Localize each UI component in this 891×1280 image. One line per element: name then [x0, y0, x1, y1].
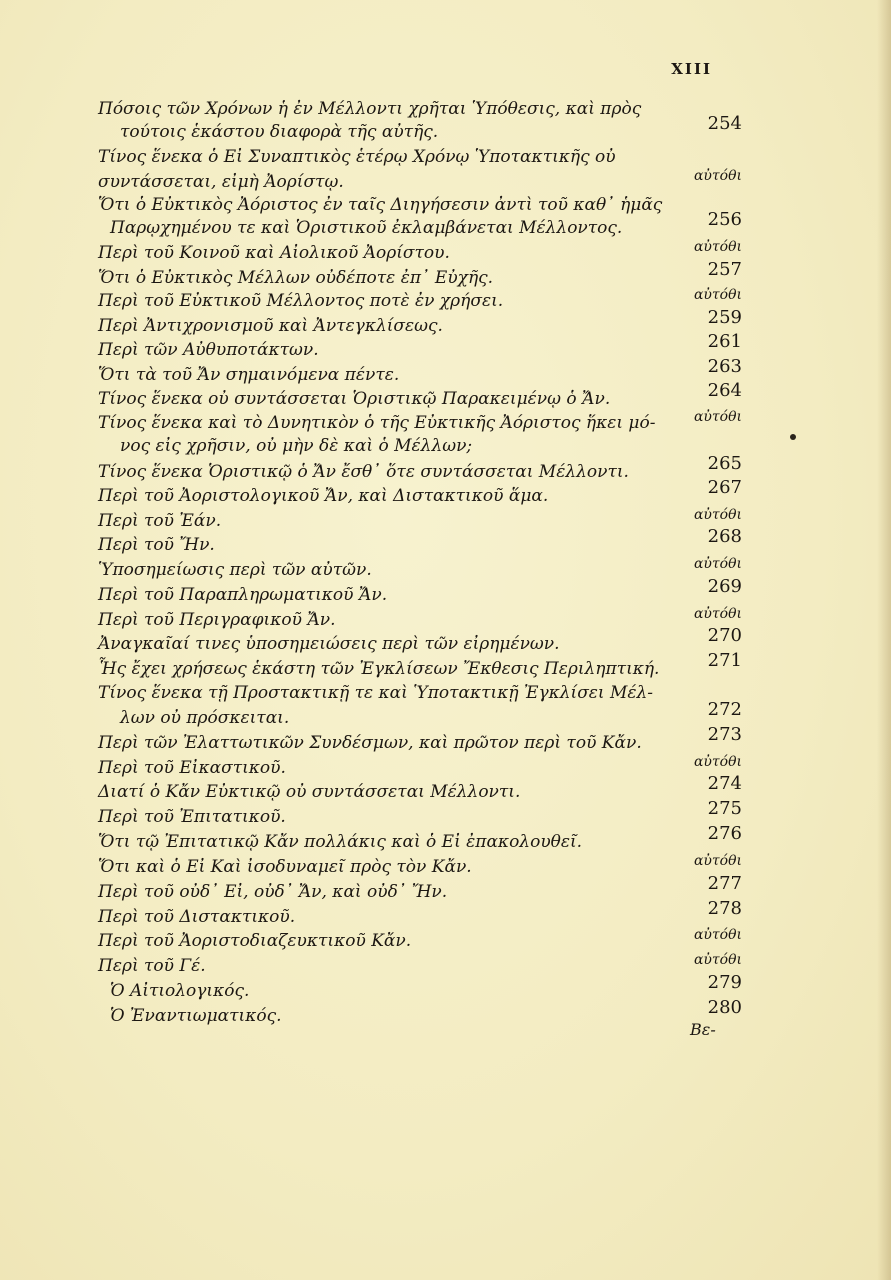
toc-entry-title: Περὶ τοῦ Ἐπιτατικοῦ.	[98, 807, 286, 827]
toc-row	[0, 756, 891, 780]
toc-entry-page: 275	[707, 798, 742, 819]
toc-entry-page: αὐτόθι	[693, 853, 742, 869]
toc-row	[0, 209, 891, 240]
toc-row	[0, 576, 891, 607]
toc-entry-title: Ὁ Αἰτιολογικός.	[110, 981, 250, 1001]
toc-row	[0, 356, 891, 387]
toc-entry-title: Περὶ τοῦ Περιγραφικοῦ Ἄν.	[98, 610, 336, 630]
toc-row	[0, 434, 891, 458]
toc-row	[0, 331, 891, 362]
toc-entry-page: αὐτόθι	[693, 168, 742, 184]
toc-entry-page: 264	[707, 380, 742, 401]
toc-entry-page: 269	[707, 576, 742, 597]
toc-entry-title: Περὶ τοῦ Παραπληρωματικοῦ Ἄν.	[98, 585, 388, 605]
toc-row	[0, 558, 891, 582]
toc-row	[0, 526, 891, 557]
toc-row	[0, 650, 891, 681]
toc-row	[0, 113, 891, 144]
toc-entry-page: αὐτόθι	[693, 606, 742, 622]
toc-row	[0, 873, 891, 904]
toc-entry-title: τούτοις ἑκάστου διαφορὰ τῆς αὐτῆς.	[120, 122, 439, 142]
toc-entry-page: αὐτόθι	[693, 287, 742, 303]
toc-row	[0, 453, 891, 484]
toc-entry-title: Περὶ τοῦ Διστακτικοῦ.	[98, 907, 296, 927]
toc-entry-page: 257	[707, 259, 742, 280]
toc-entry-title: Περὶ τοῦ Εὐκτικοῦ Μέλλοντος ποτὲ ἐν χρήσει.	[98, 291, 504, 311]
toc-entry-title: συντάσσεται, εἰμὴ Ἀορίστῳ.	[98, 172, 344, 192]
toc-entry-title: Περὶ τῶν Ἐλαττωτικῶν Συνδέσμων, καὶ πρῶτον περὶ τοῦ Κἄν.	[98, 733, 642, 753]
toc-entry-page: 274	[707, 773, 742, 794]
toc-row	[0, 625, 891, 656]
toc-entry-title: Ὅτι καὶ ὁ Εἰ Καὶ ἰσοδυναμεῖ πρὸς τὸν Κἄν.	[98, 857, 472, 877]
toc-row	[0, 509, 891, 533]
toc-row	[0, 241, 891, 265]
toc-row	[0, 929, 891, 953]
catchword: Βε-	[690, 1020, 716, 1039]
toc-entry-title: Διατί ὁ Κἄν Εὐκτικῷ οὐ συντάσσεται Μέλλοντι.	[98, 782, 521, 802]
toc-entry-title: Τίνος ἕνεκα καὶ τὸ Δυνητικὸν ὁ τῆς Εὐκτικῆς Ἀόριστος ἥκει μό-	[98, 413, 656, 433]
toc-row	[0, 773, 891, 804]
toc-entry-page: αὐτόθι	[693, 952, 742, 968]
toc-row	[0, 898, 891, 929]
toc-entry-page: 270	[707, 625, 742, 646]
toc-row	[0, 972, 891, 1003]
toc-entry-title: Περὶ τοῦ Εἰκαστικοῦ.	[98, 758, 286, 778]
toc-entry-title: Περὶ τοῦ Κοινοῦ καὶ Αἰολικοῦ Ἀορίστου.	[98, 243, 450, 263]
ink-spot	[790, 434, 796, 440]
toc-entry-title: νος εἰς χρῆσιν, οὐ μὴν δὲ καὶ ὁ Μέλλων;	[120, 436, 473, 456]
toc-row	[0, 681, 891, 705]
toc-entry-title: Πόσοις τῶν Χρόνων ἡ ἐν Μέλλοντι χρῆται Ὑπόθεσις, καὶ πρὸς	[98, 99, 642, 119]
toc-entry-title: Τίνος ἕνεκα ὁ Εἰ Συναπτικὸς ἑτέρῳ Χρόνῳ Ὑποτακτικῆς οὐ	[98, 147, 616, 167]
toc-entry-title: Περὶ Ἀντιχρονισμοῦ καὶ Ἀντεγκλίσεως.	[98, 316, 443, 336]
toc-entry-title: Περὶ τοῦ Ἐάν.	[98, 511, 222, 531]
toc-row	[0, 477, 891, 508]
toc-entry-title: Περὶ τοῦ οὐδ᾽ Εἰ, οὐδ᾽ Ἄν, καὶ οὐδ᾽ Ἤν.	[98, 882, 448, 902]
toc-entry-page: αὐτόθι	[693, 409, 742, 425]
toc-row	[0, 798, 891, 829]
toc-row	[0, 954, 891, 978]
page-number: XIII	[671, 60, 712, 78]
toc-row	[0, 997, 891, 1028]
toc-entry-page: αὐτόθι	[693, 556, 742, 572]
toc-entry-title: Τίνος ἕνεκα Ὁριστικῷ ὁ Ἄν ἔσθ᾽ ὅτε συντάσσεται Μέλλοντι.	[98, 462, 629, 482]
toc-entry-page: 279	[707, 972, 742, 993]
toc-entry-page: 254	[707, 113, 742, 134]
toc-entry-page: αὐτόθι	[693, 927, 742, 943]
toc-row	[0, 289, 891, 313]
toc-entry-page: 278	[707, 898, 742, 919]
toc-row	[0, 170, 891, 194]
toc-row	[0, 145, 891, 169]
toc-entry-page: αὐτόθι	[693, 754, 742, 770]
toc-row	[0, 97, 891, 121]
toc-entry-page: αὐτόθι	[693, 239, 742, 255]
toc-entry-title: Τίνος ἕνεκα οὐ συντάσσεται Ὁριστικῷ Παρακειμένῳ ὁ Ἄν.	[98, 389, 611, 409]
toc-entry-title: λων οὐ πρόσκειται.	[120, 708, 290, 728]
toc-entry-title: Τίνος ἕνεκα τῇ Προστακτικῇ τε καὶ Ὑποτακτικῇ Ἐγκλίσει Μέλ-	[98, 683, 654, 703]
toc-entry-title: Ὅτι τῷ Ἐπιτατικῷ Κἄν πολλάκις καὶ ὁ Εἰ ἐπακολουθεῖ.	[98, 832, 583, 852]
toc-entry-title: Παρῳχημένου τε καὶ Ὁριστικοῦ ἐκλαμβάνεται Μέλλοντος.	[110, 218, 623, 238]
toc-row	[0, 380, 891, 411]
toc-row	[0, 699, 891, 730]
toc-entry-page: 261	[707, 331, 742, 352]
toc-row	[0, 307, 891, 338]
toc-entry-title: Ὁ Ἐναντιωματικός.	[110, 1006, 282, 1026]
toc-entry-title: Ὑποσημείωσις περὶ τῶν αὐτῶν.	[98, 560, 372, 580]
toc-entry-page: 280	[707, 997, 742, 1018]
toc-entry-page: 265	[707, 453, 742, 474]
toc-row	[0, 608, 891, 632]
toc-entry-title: Περὶ τοῦ Ἀοριστοδιαζευκτικοῦ Κἄν.	[98, 931, 412, 951]
toc-entry-page: 271	[707, 650, 742, 671]
toc-entry-page: 263	[707, 356, 742, 377]
toc-entry-title: Περὶ τοῦ Ἀοριστολογικοῦ Ἄν, καὶ Διστακτικοῦ ἅμα.	[98, 486, 549, 506]
toc-row	[0, 193, 891, 217]
toc-entry-title: Περὶ τῶν Αὐθυποτάκτων.	[98, 340, 319, 360]
toc-entry-title: Ὅτι ὁ Εὐκτικὸς Μέλλων οὐδέποτε ἐπ᾽ Εὐχῆς.	[98, 268, 494, 288]
toc-row	[0, 855, 891, 879]
toc-entry-page: αὐτόθι	[693, 507, 742, 523]
toc-entry-page: 277	[707, 873, 742, 894]
toc-entry-page: 273	[707, 724, 742, 745]
toc-entry-page: 268	[707, 526, 742, 547]
toc-row	[0, 724, 891, 755]
toc-row	[0, 823, 891, 854]
toc-entry-page: 276	[707, 823, 742, 844]
toc-entry-title: Ὅτι τὰ τοῦ Ἄν σημαινόμενα πέντε.	[98, 365, 400, 385]
toc-entry-page: 259	[707, 307, 742, 328]
toc-row	[0, 259, 891, 290]
toc-entry-title: Ἀναγκαῖαί τινες ὑποσημειώσεις περὶ τῶν εἰρημένων.	[98, 634, 560, 654]
toc-entry-title: Ἧς ἔχει χρήσεως ἑκάστη τῶν Ἐγκλίσεων Ἔκθεσις Περιληπτική.	[98, 659, 660, 679]
toc-entry-page: 256	[707, 209, 742, 230]
toc-row	[0, 411, 891, 435]
toc-entry-title: Περὶ τοῦ Γέ.	[98, 956, 206, 976]
toc-entry-page: 267	[707, 477, 742, 498]
toc-entry-title: Ὅτι ὁ Εὐκτικὸς Ἀόριστος ἐν ταῖς Διηγήσεσιν ἀντὶ τοῦ καθ᾽ ἡμᾶς	[98, 195, 663, 215]
toc-entry-title: Περὶ τοῦ Ἤν.	[98, 535, 215, 555]
toc-entry-page: 272	[707, 699, 742, 720]
